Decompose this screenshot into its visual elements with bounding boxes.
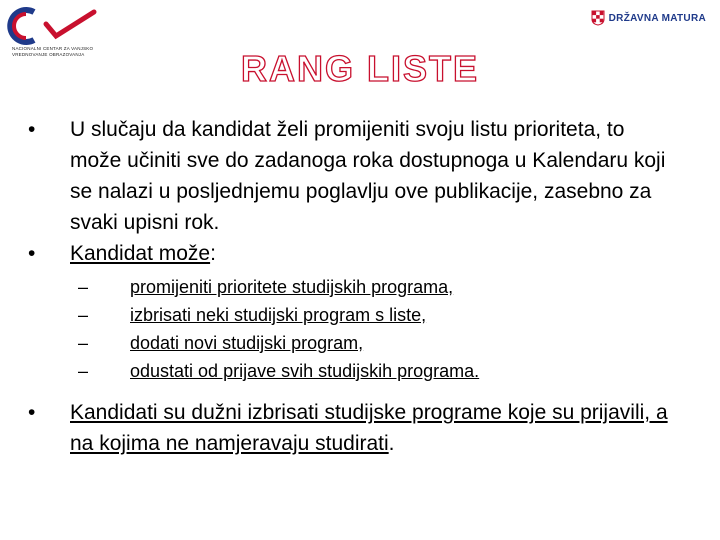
page-title: RANG LISTE [240, 48, 479, 89]
sub-item-text: promijeniti prioritete studijskih programa, [130, 277, 454, 297]
bullet-underlined-text: Kandidat može [70, 242, 211, 265]
ncvvo-emblem-icon [6, 6, 106, 46]
bullet-marker: • [28, 401, 36, 424]
sub-list-item [26, 273, 676, 301]
bullet-suffix: . [388, 432, 395, 455]
bullet-item [26, 114, 676, 238]
sub-item-text: dodati novi studijski program, [130, 333, 364, 353]
sub-item-text: izbrisati neki studijski program s liste, [130, 305, 427, 325]
dash-marker: – [78, 333, 89, 353]
slide-content [26, 114, 676, 459]
drzavna-matura-text: DRŽAVNA MATURA [608, 12, 706, 24]
sub-list-item [26, 301, 676, 329]
dash-marker: – [78, 305, 89, 325]
sub-list-item [26, 357, 676, 385]
sub-item-text: odustati od prijave svih studijskih programa. [130, 361, 480, 381]
bullet-suffix: : [210, 242, 216, 265]
dash-marker: – [78, 361, 89, 381]
bullet-marker: • [28, 118, 36, 141]
bullet-underlined-text: Kandidati su dužni izbrisati studijske programe koje su prijavili, a na kojima ne namjeravaju studirati [70, 401, 668, 455]
bullet-marker: • [28, 242, 36, 265]
bullet-item [26, 397, 676, 459]
bullet-item [26, 238, 676, 269]
dash-marker: – [78, 277, 89, 297]
drzavna-matura-logo [591, 10, 706, 26]
bullet-text: U slučaju da kandidat želi promijeniti svoju listu prioriteta, to može učiniti sve do zadanoga roka dostupnoga u Kalendaru koji se nalazi u posljednjemu poglavlju ove publikacije, zasebno za svaki upisni rok. [70, 118, 666, 234]
sub-list-item [26, 329, 676, 357]
ncvvo-logo-text: NACIONALNI CENTAR ZA VANJSKO VREDNOVANJE OBRAZOVANJA [12, 46, 94, 57]
croatian-coat-of-arms-icon [591, 10, 605, 26]
